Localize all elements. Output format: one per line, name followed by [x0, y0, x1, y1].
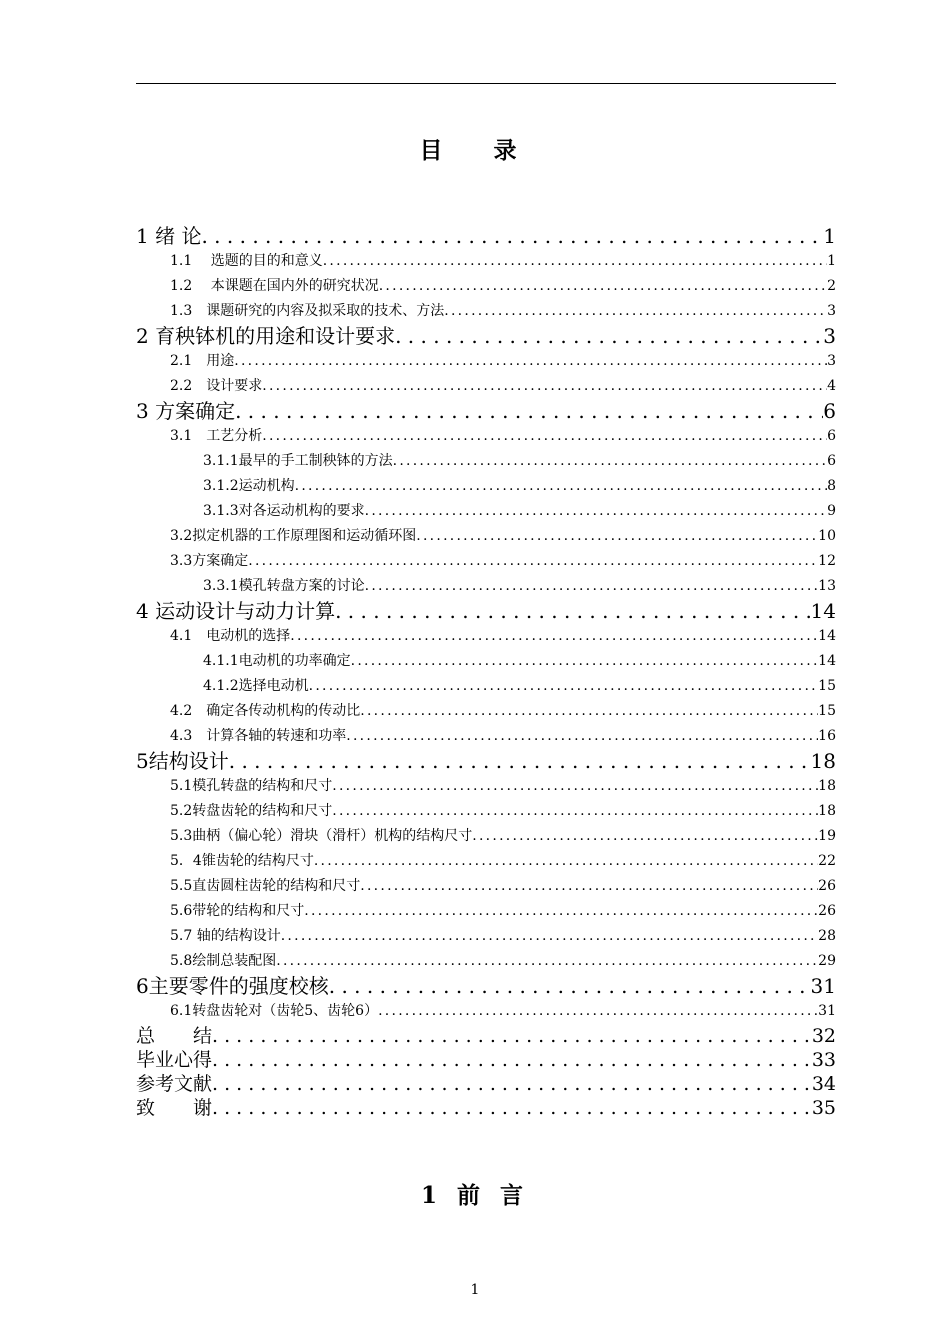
toc-leader-dots	[393, 449, 827, 474]
toc-entry-title: 总 结	[136, 1025, 213, 1047]
toc-entry[interactable]	[136, 324, 836, 349]
toc-entry[interactable]	[136, 249, 836, 274]
toc-entry-page: 12	[818, 553, 836, 569]
toc-entry[interactable]	[136, 724, 836, 749]
toc-entry-title: 6.1转盘齿轮对（齿轮5、齿轮6）	[170, 1003, 379, 1019]
toc-entry-title: 6主要零件的强度校核	[136, 974, 329, 998]
toc-entry-page: 3	[823, 324, 836, 348]
toc-entry[interactable]	[136, 1048, 836, 1072]
toc-entry[interactable]	[136, 799, 836, 824]
toc-leader-dots	[262, 424, 827, 449]
toc-leader-dots	[201, 224, 823, 249]
toc-entry-page: 29	[818, 953, 836, 969]
toc-entry-title: 5．4锥齿轮的结构尺寸	[170, 853, 314, 869]
toc-entry[interactable]	[136, 399, 836, 424]
toc-leader-dots	[332, 799, 818, 824]
toc-entry[interactable]	[136, 1096, 836, 1120]
toc-entry-title: 3.3方案确定	[170, 553, 249, 569]
toc-leader-dots	[360, 699, 818, 724]
toc-entry-page: 18	[810, 749, 836, 773]
toc-entry-title: 5结构设计	[136, 749, 229, 773]
toc-leader-dots	[365, 499, 827, 524]
toc-leader-dots	[351, 649, 819, 674]
toc-leader-dots	[332, 774, 818, 799]
toc-entry[interactable]	[136, 499, 836, 524]
toc-entry[interactable]	[136, 974, 836, 999]
toc-entry-title: 4 运动设计与动力计算	[136, 599, 336, 623]
toc-entry-title: 5.7 轴的结构设计	[170, 928, 281, 944]
toc-entry-title: 4.3 计算各轴的转速和功率	[170, 728, 347, 744]
toc-entry-title: 3.1 工艺分析	[170, 428, 263, 444]
toc-leader-dots	[281, 924, 818, 949]
toc-leader-dots	[309, 674, 819, 699]
toc-entry-title: 毕业心得	[136, 1049, 213, 1071]
toc-leader-dots	[229, 749, 811, 774]
toc-entry[interactable]	[136, 474, 836, 499]
toc-entry-title: 4.1.1电动机的功率确定	[203, 653, 351, 669]
toc-entry-title: 2 育秧钵机的用途和设计要求	[136, 324, 396, 348]
toc-entry[interactable]	[136, 449, 836, 474]
toc-entry[interactable]	[136, 824, 836, 849]
toc-entry-page: 16	[818, 728, 836, 744]
toc-leader-dots	[276, 949, 818, 974]
toc-entry-page: 26	[818, 903, 836, 919]
toc-entry-title: 1.3 课题研究的内容及拟采取的技术、方法	[170, 303, 445, 319]
toc-entry-page: 35	[811, 1097, 836, 1119]
toc-entry[interactable]	[136, 1072, 836, 1096]
toc-entry-page: 6	[827, 453, 836, 469]
toc-entry-title: 1.1 选题的目的和意义	[170, 253, 323, 269]
toc-entry-title: 致 谢	[136, 1097, 213, 1119]
header-rule	[136, 83, 836, 84]
toc-entry-page: 22	[818, 853, 836, 869]
toc-entry-title: 5.2转盘齿轮的结构和尺寸	[170, 803, 333, 819]
toc-leader-dots	[323, 249, 827, 274]
toc-entry-title: 5.3曲柄（偏心轮）滑块（滑杆）机构的结构尺寸	[170, 828, 473, 844]
toc-entry[interactable]	[136, 599, 836, 624]
toc-entry-title: 5.6带轮的结构和尺寸	[170, 903, 305, 919]
toc-entry-title: 1 绪 论	[136, 224, 202, 248]
toc-entry-page: 1	[823, 224, 836, 248]
toc-leader-dots	[472, 824, 818, 849]
toc-entry-title: 4.1 电动机的选择	[170, 628, 291, 644]
toc-entry-title: 3.1.2运动机构	[203, 478, 295, 494]
toc-entry-title: 3.2拟定机器的工作原理图和运动循环图	[170, 528, 417, 544]
toc-entry-title: 4.1.2选择电动机	[203, 678, 309, 694]
toc-entry[interactable]	[136, 624, 836, 649]
toc-entry-page: 2	[827, 278, 836, 294]
toc-entry-page: 4	[827, 378, 836, 394]
toc-entry-page: 1	[827, 253, 836, 269]
toc-leader-dots	[314, 849, 818, 874]
toc-entry[interactable]	[136, 924, 836, 949]
toc-entry-title: 4.2 确定各传动机构的传动比	[170, 703, 361, 719]
toc-leader-dots	[262, 374, 827, 399]
toc-title: 目 录	[419, 137, 531, 164]
toc-entry[interactable]	[136, 574, 836, 599]
toc-leader-dots	[295, 474, 827, 499]
toc-entry-page: 26	[818, 878, 836, 894]
toc-leader-dots	[444, 299, 827, 324]
toc-entry-page: 9	[827, 503, 836, 519]
toc-entry-page: 3	[827, 303, 836, 319]
toc-entry[interactable]	[136, 899, 836, 924]
toc-entry[interactable]	[136, 949, 836, 974]
toc-entry[interactable]	[136, 374, 836, 399]
toc-leader-dots	[290, 624, 818, 649]
toc-entry-page: 32	[811, 1025, 836, 1047]
toc-entry-page: 15	[818, 678, 836, 694]
toc-entry[interactable]	[136, 999, 836, 1024]
toc-leader-dots	[365, 574, 819, 599]
toc-entry-page: 14	[810, 599, 836, 623]
toc-entry[interactable]	[136, 299, 836, 324]
page-number: 1	[470, 1282, 480, 1298]
toc-leader-dots	[360, 874, 818, 899]
toc-entry-page: 14	[818, 628, 836, 644]
toc-entry[interactable]	[136, 349, 836, 374]
toc-entry-page: 33	[811, 1049, 836, 1071]
toc-leader-dots	[379, 274, 827, 299]
toc-entry-title: 参考文献	[136, 1073, 213, 1095]
toc-leader-dots	[304, 899, 818, 924]
toc-leader-dots	[335, 599, 810, 624]
toc-entry[interactable]	[136, 549, 836, 574]
toc-entry[interactable]	[136, 874, 836, 899]
toc-leader-dots	[234, 349, 827, 374]
toc-entry-page: 13	[818, 578, 836, 594]
toc-entry-title: 3.1.1最早的手工制秧钵的方法	[203, 453, 393, 469]
toc-leader-dots	[248, 549, 818, 574]
toc-entry-title: 2.1 用途	[170, 353, 235, 369]
toc-entry-page: 6	[827, 428, 836, 444]
toc-entry[interactable]	[136, 224, 836, 249]
toc-leader-dots	[212, 1072, 812, 1096]
toc-entry[interactable]	[136, 649, 836, 674]
toc-entry-page: 8	[827, 478, 836, 494]
toc-entry-page: 15	[818, 703, 836, 719]
toc-entry-title: 5.8绘制总装配图	[170, 953, 277, 969]
toc-entry-page: 18	[818, 803, 836, 819]
toc-leader-dots	[212, 1048, 812, 1072]
toc-entry-title: 3.3.1模孔转盘方案的讨论	[203, 578, 365, 594]
toc-entry[interactable]	[136, 524, 836, 549]
toc-entry-page: 28	[818, 928, 836, 944]
toc-entry[interactable]	[136, 1024, 836, 1048]
toc-leader-dots	[378, 999, 818, 1024]
toc-entry-page: 31	[810, 974, 836, 998]
toc-entry-page: 3	[827, 353, 836, 369]
toc-entry-title: 2.2 设计要求	[170, 378, 263, 394]
section-heading: 1 前 言	[420, 1182, 530, 1209]
toc-entry-title: 5.5直齿圆柱齿轮的结构和尺寸	[170, 878, 361, 894]
toc-entry[interactable]	[136, 424, 836, 449]
toc-entry-page: 31	[818, 1003, 836, 1019]
toc-entry[interactable]	[136, 774, 836, 799]
toc-entry-page: 34	[811, 1073, 836, 1095]
toc-entry[interactable]	[136, 849, 836, 874]
toc-entry-title: 1.2 本课题在国内外的研究状况	[170, 278, 379, 294]
toc-entry-page: 18	[818, 778, 836, 794]
toc-leader-dots	[346, 724, 818, 749]
toc-entry-page: 19	[818, 828, 836, 844]
toc-entry-title: 5.1模孔转盘的结构和尺寸	[170, 778, 333, 794]
toc-entry[interactable]	[136, 674, 836, 699]
toc-entry[interactable]	[136, 749, 836, 774]
toc-leader-dots	[395, 324, 823, 349]
toc-entry-title: 3.1.3对各运动机构的要求	[203, 503, 365, 519]
toc-entry-page: 14	[818, 653, 836, 669]
toc-entry-page: 10	[818, 528, 836, 544]
toc-entry[interactable]	[136, 699, 836, 724]
toc-entry[interactable]	[136, 274, 836, 299]
table-of-contents	[136, 224, 836, 1120]
toc-leader-dots	[212, 1024, 812, 1048]
toc-leader-dots	[235, 399, 823, 424]
toc-entry-page: 6	[823, 399, 836, 423]
toc-entry-title: 3 方案确定	[136, 399, 236, 423]
toc-leader-dots	[416, 524, 818, 549]
toc-leader-dots	[329, 974, 811, 999]
toc-leader-dots	[212, 1096, 812, 1120]
